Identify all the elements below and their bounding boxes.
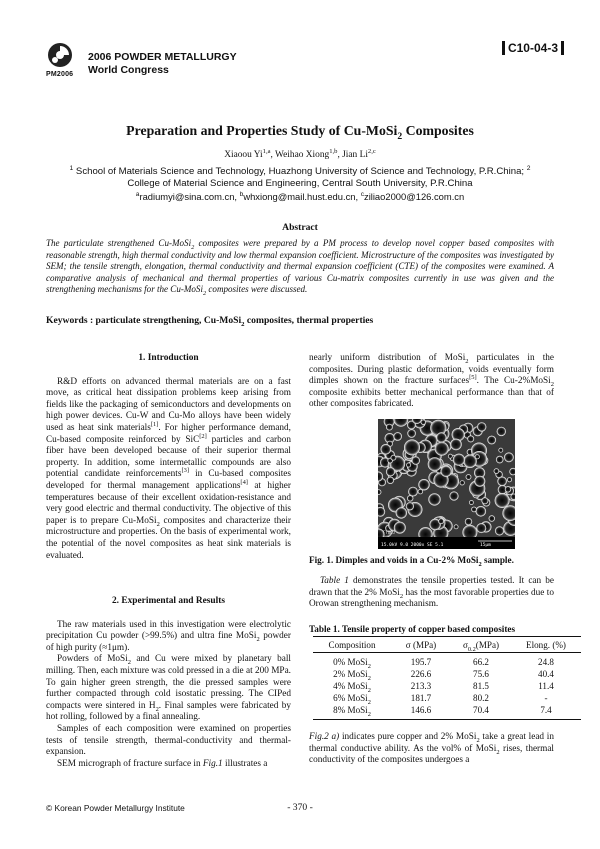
code-bar-right [561,41,564,55]
experimental-paragraph-3: Samples of each composition were examined on properties tests of tensile strength, thermal-conductivity and thermal-expansion. [46,723,291,758]
dimple [441,466,452,477]
author-emails: $^a$radiumyi@sina.com.cn, $^b$whxiong@mail.hust.edu.cn, $^c$ziliao2000@126.com.cn [135,190,465,202]
dimple [477,523,486,532]
dimple [475,455,479,459]
table-row [313,692,581,704]
dimple [496,456,503,463]
table-header-row [313,637,581,653]
dimple [453,454,465,466]
col-sigma-02: $\sigma_{0.2}(MPa)$ [451,637,511,653]
results-paragraph-3: Fig.2 a) indicates pure copper and 2% MoSi$_2$ take a great lead in thermal conductive ability. As the vol% of MoSi$_2$ rises, thermal conductivity of the composites undergoes a [309,732,554,766]
paper-code-text: C10-04-3 [507,41,558,55]
cell-composition: 0% MoSi$_2$ [333,657,371,670]
cell-sigma-02: 66.2 [473,657,489,667]
introduction-paragraph: R&D efforts on advanced thermal materials are on a fast move, as critical heat dissipation problems keep arising from fields like the packaging of semiconductors and developments on high power devices. Cu-W and Cu-Mo alloys have been widely used as heat sink materials[1]. For higher performance demand, Cu-based composite reinforced by SiC[2] particles and carbon fiber have been developed because of their superior thermal property. In addition, some intermetallic compounds are also potential candidate reinforcements[3] in Cu-based composites developed for thermal management applications[4] at higher temperatures because of their excellent oxidation-resistance and very good electric and thermal conductivity. The objective of this paper is to prepare Cu-MoSi$_2$ composites and characterize their microstructure and properties. On the basis of experimental work, the potential of the novel composites as heat sink materials is evaluated. [46,376,292,561]
pm2006-logo-icon [47,42,73,68]
col-elongation: Elong. (%) [511,637,581,653]
dimple [437,433,447,443]
cell-composition: 2% MoSi$_2$ [333,669,371,682]
cell-sigma-02: 81.5 [473,681,489,691]
dimple [469,500,473,504]
dimple [378,507,385,516]
experimental-paragraph-2: Powders of MoSi$_2$ and Cu were mixed by planetary ball milling. Then, each mixture was cold pressed in a die at 200 MPa. To gain higher green strength, the die pressed samples were further compacted through cold isostatic pressing. The CIPed compacts were sintered in $H_2$. Final samples were fabricated by hot rolling, followed by a final annealing. [46,654,291,723]
abstract-heading: Abstract [282,222,318,233]
cell-sigma-02: 75.6 [473,669,489,679]
experimental-section [46,596,291,770]
dimple [507,478,511,482]
dimple [419,479,430,490]
dimple [412,457,420,465]
cell-composition: 8% MoSi$_2$ [313,704,391,720]
copyright: © Korean Powder Metallurgy Institute [46,803,185,813]
dimple [460,481,465,486]
cell-sigma-02: 80.2 [473,693,489,703]
dimple [391,455,396,460]
conference-line-1: 2006 POWDER METALLURGY [88,51,237,63]
dimple [408,429,416,437]
dimple [466,474,471,479]
results-paragraph-1: nearly uniform distribution of MoSi$_2$ particulates in the composites. During plastic deformation, voids eventually form dimples shown on the fracture surfaces[5]. The Cu-2%MoSi$_2$ composite exhibits better mechanical performance than that of other composites fabricated. [309,353,554,410]
dimple [448,454,452,458]
logo-text: PM2006 [46,71,74,78]
dimple [510,468,515,475]
sem-label: FYBOJ [383,530,396,535]
dimple [428,458,441,471]
sem-info-bar: 15.0kV 9.0 2000x SE 5.1 [381,543,444,548]
dimple [482,498,488,504]
table-row [313,668,581,680]
dimple [504,453,513,462]
dimple [468,436,474,442]
dimple [477,423,486,432]
dimple [505,486,511,492]
cell-sigma: 146.6 [391,704,451,720]
dimple [452,428,465,441]
dimple [439,519,444,524]
dimple [450,492,459,501]
tensile-property-table [313,636,581,720]
conference-line-2: World Congress [88,64,169,76]
col-composition: Composition [313,637,391,653]
dimple [408,487,417,496]
dimple [451,439,462,450]
dimple [406,463,410,467]
cell-composition: 6% MoSi$_2$ [333,693,371,706]
cell-sigma: 181.7 [410,693,432,703]
dimple [404,440,419,455]
conference-name [88,51,237,77]
dimple [381,444,391,454]
dimple [378,490,381,495]
table-1-caption: Table 1. Tensile property of copper based composites [309,624,516,634]
experimental-paragraph-4: SEM micrograph of fracture surface in Fig.1 illustrates a [57,758,268,769]
cell-elongation: - [544,693,548,703]
dimple [386,468,395,477]
keywords: Keywords : particulate strengthening, Cu-MoSi$_2$ composites, thermal properties [46,315,374,328]
dimple [435,442,448,455]
dimple [464,455,477,468]
affiliations: $^1$ School of Materials Science and Technology, Huazhong University of Science and Technology, P.R.China; $^2$ College of Material Science and Engineering, Central South University, P.R.China [69,164,531,189]
cell-sigma-02: 70.4 [451,704,511,720]
paper-title: Preparation and Properties Study of Cu-MoSi$_2$ Composites [126,123,474,142]
cell-sigma: 195.7 [410,657,432,667]
dimple [494,469,499,474]
code-bar-left [502,41,505,55]
cell-elongation: 7.4 [511,704,581,720]
dimple [386,424,392,430]
dimple [475,476,485,486]
paper-code [502,41,564,55]
dimple [498,477,507,486]
cell-sigma: 213.3 [410,681,432,691]
dimple [465,518,472,525]
dimple [387,477,394,484]
cell-elongation: 11.4 [538,681,554,691]
col-sigma: σ (MPa) [391,637,451,653]
sem-micrograph [378,419,515,549]
experimental-paragraph-1: The raw materials used in this investigation were electrolytic precipitation Cu powder (>99.5%) and ultra fine MoSi$_2$ powder of high purity (≈1μm). [46,619,291,653]
dimple [472,507,477,512]
experimental-heading: 2. Experimental and Results [111,596,226,606]
dimple [394,522,405,533]
cell-composition: 4% MoSi$_2$ [333,681,371,694]
sem-scale-text: 15μm [480,543,491,548]
dimple [396,508,407,519]
dimple [429,494,441,506]
dimple [488,436,496,444]
introduction-heading: 1. Introduction [138,353,199,363]
table-row [313,704,581,720]
table-row [313,653,581,669]
dimple [394,432,402,440]
dimple [476,506,486,516]
dimple [418,489,423,494]
dimple [499,448,503,452]
abstract-text: The particulate strengthened Cu-MoSi$_2$ composites were prepared by a PM process to develop novel copper based composites with reasonable strength, high thermal conductivity and low thermal expansion coefficient. Microstructure of the composites was investigated by SEM; the tensile strength, elongation, thermal conductivity and thermal expansion coefficient (CTE) of the composites were examined. A comparative analysis of mechanical and thermal properties of various Cu-matrix composites currently in use was given and the strengthening mechanisms for the Cu-MoSi$_2$ composites were discussed. [46,238,554,298]
cell-elongation: 24.8 [538,657,554,667]
dimple [495,527,504,536]
page-number: - 370 - [287,802,313,813]
dimple [503,506,515,521]
cell-elongation: 40.4 [538,669,554,679]
dimple [489,516,495,522]
introduction-section [46,353,291,562]
results-paragraph-2: Table 1 demonstrates the tensile properties tested. It can be drawn that the 2% MoSi$_2$ has the most favorable properties due to Orowan strengthening mechanism. [309,576,554,610]
dimple [495,493,509,507]
dimple [497,427,506,436]
cell-sigma: 226.6 [410,669,432,679]
dimple [406,503,414,511]
author-list: Xiaoou Yi$^{1,a}$, Weihao Xiong$^{1,b}$, Jian Li$^{2,c}$ [224,147,376,160]
table-row [313,680,581,692]
dimple [454,525,458,529]
figure-1-caption: Fig. 1. Dimples and voids in a Cu-2% MoSi$_2$ sample. [309,555,514,568]
